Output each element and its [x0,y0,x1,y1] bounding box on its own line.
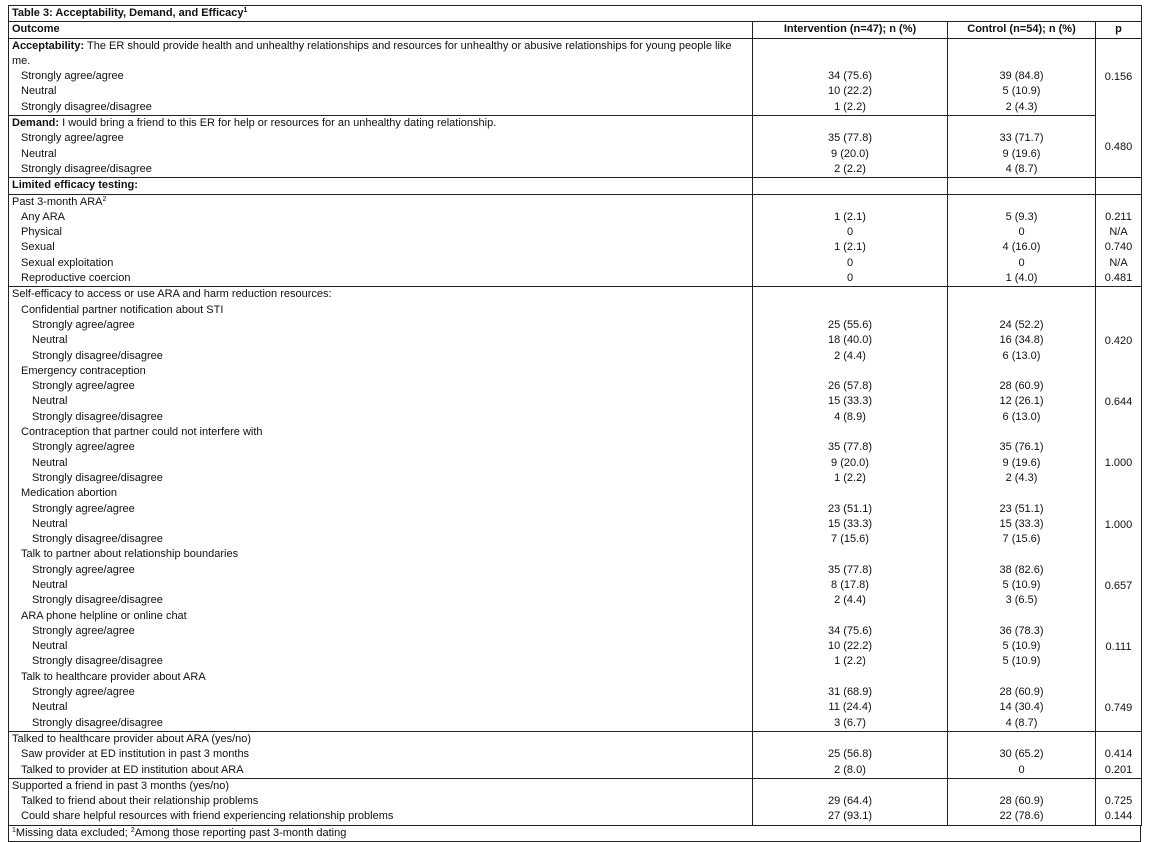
control-value: 16 (34.8) [948,333,1096,348]
p-value: 0.481 [1096,271,1142,287]
table-row [9,225,1142,240]
row-label: Strongly agree/agree [9,131,753,146]
table-row [9,100,1142,116]
acceptability-text: The ER should provide health and unhealthy relationships and resources for unhealthy or abusive relationships for young people like me. [12,39,732,67]
table-row [9,379,1142,394]
row-label: Reproductive coercion [9,271,753,287]
table-row [9,532,1142,547]
row-label: Neutral [9,147,753,162]
intervention-value: 34 (75.6) [753,624,948,639]
acceptability-label: Acceptability: [12,39,85,52]
row-label: Any ARA [9,210,753,225]
intervention-value: 2 (2.2) [753,162,948,178]
p-value: 0.201 [1096,763,1142,779]
p-value: 0.725 [1096,794,1142,809]
row-label: Neutral [9,84,753,99]
table-row [9,162,1142,178]
table-title-row [9,6,1142,22]
intervention-value: 7 (15.6) [753,532,948,547]
table-row [9,84,1142,99]
intervention-value: 0 [753,271,948,287]
table-row [9,410,1142,425]
group-p-value: 0.111 [1096,609,1142,670]
table-row [9,716,1142,732]
row-label: Could share helpful resources with friend experiencing relationship problems [9,809,753,825]
control-value: 5 (10.9) [948,84,1096,99]
table-row [9,639,1142,654]
intervention-value: 26 (57.8) [753,379,948,394]
intervention-value: 1 (2.2) [753,100,948,116]
p-value: 0.144 [1096,809,1142,825]
acceptability-heading-row [9,38,1142,69]
intervention-value: 2 (4.4) [753,349,948,364]
table-row [9,318,1142,333]
group-label: Emergency contraception [9,364,753,379]
control-value: 5 (10.9) [948,639,1096,654]
table-row [9,747,1142,762]
control-value: 7 (15.6) [948,532,1096,547]
intervention-value: 31 (68.9) [753,685,948,700]
header-outcome: Outcome [9,22,753,38]
row-label: Talked to friend about their relationship problems [9,794,753,809]
group-p-value: 0.657 [1096,547,1142,608]
group-heading-row [9,364,1142,379]
group-p-value: 0.420 [1096,303,1142,364]
group-heading-row [9,547,1142,562]
row-label: Neutral [9,394,753,409]
row-label: Sexual exploitation [9,256,753,271]
intervention-value: 15 (33.3) [753,517,948,532]
group-heading-row [9,425,1142,440]
table-row [9,349,1142,364]
control-value: 4 (8.7) [948,716,1096,732]
row-label: Strongly agree/agree [9,69,753,84]
table-row [9,271,1142,287]
intervention-value: 35 (77.8) [753,131,948,146]
group-label: ARA phone helpline or online chat [9,609,753,624]
control-value: 2 (4.3) [948,100,1096,116]
talked-provider-heading-row [9,731,1142,747]
p-value: N/A [1096,225,1142,240]
control-value: 28 (60.9) [948,794,1096,809]
intervention-value: 1 (2.2) [753,471,948,486]
demand-question [9,116,753,132]
past-ara-heading-row [9,194,1142,210]
group-label: Contraception that partner could not interfere with [9,425,753,440]
intervention-value: 25 (55.6) [753,318,948,333]
control-value: 0 [948,256,1096,271]
table-row [9,654,1142,669]
intervention-value: 9 (20.0) [753,147,948,162]
group-label: Talk to partner about relationship boundaries [9,547,753,562]
table-row [9,210,1142,225]
control-value: 6 (13.0) [948,349,1096,364]
talked-provider-label: Talked to healthcare provider about ARA (yes/no) [9,731,753,747]
control-value: 5 (9.3) [948,210,1096,225]
control-value: 5 (10.9) [948,654,1096,669]
control-value: 23 (51.1) [948,502,1096,517]
group-heading-row [9,670,1142,685]
row-label: Neutral [9,639,753,654]
intervention-value: 18 (40.0) [753,333,948,348]
p-value: N/A [1096,256,1142,271]
row-label: Sexual [9,240,753,255]
table-row [9,624,1142,639]
row-label: Strongly agree/agree [9,685,753,700]
row-label: Strongly agree/agree [9,440,753,455]
group-p-value: 1.000 [1096,425,1142,486]
control-value: 0 [948,763,1096,779]
demand-heading-row [9,116,1142,132]
control-value: 0 [948,225,1096,240]
row-label: Strongly disagree/disagree [9,716,753,732]
intervention-value: 35 (77.8) [753,563,948,578]
intervention-value: 9 (20.0) [753,456,948,471]
table-row [9,333,1142,348]
intervention-value: 29 (64.4) [753,794,948,809]
control-value: 30 (65.2) [948,747,1096,762]
group-p-value: 0.749 [1096,670,1142,732]
control-value: 24 (52.2) [948,318,1096,333]
intervention-value: 0 [753,256,948,271]
control-value: 15 (33.3) [948,517,1096,532]
control-value: 36 (78.3) [948,624,1096,639]
intervention-value: 34 (75.6) [753,69,948,84]
table-row [9,685,1142,700]
row-label: Strongly disagree/disagree [9,471,753,486]
table-row [9,440,1142,455]
p-value: 0.414 [1096,747,1142,762]
row-label: Strongly disagree/disagree [9,349,753,364]
row-label: Strongly agree/agree [9,624,753,639]
intervention-value: 2 (4.4) [753,593,948,608]
table-row [9,147,1142,162]
row-label: Saw provider at ED institution in past 3 months [9,747,753,762]
header-control: Control (n=54); n (%) [948,22,1096,38]
row-label: Neutral [9,517,753,532]
group-label: Talk to healthcare provider about ARA [9,670,753,685]
row-label: Strongly agree/agree [9,379,753,394]
footnote: $^1$Missing data excluded; $^2$Among those reporting past 3-month dating [8,826,1141,842]
p-value: 0.740 [1096,240,1142,255]
intervention-value: 1 (2.1) [753,240,948,255]
control-value: 9 (19.6) [948,456,1096,471]
table-row [9,256,1142,271]
limited-efficacy-label: Limited efficacy testing: [9,178,753,194]
row-label: Strongly disagree/disagree [9,593,753,608]
table-row [9,394,1142,409]
acceptability-p: 0.156 [1096,38,1142,115]
group-p-value: 0.644 [1096,364,1142,425]
intervention-value: 23 (51.1) [753,502,948,517]
intervention-value: 15 (33.3) [753,394,948,409]
row-label: Strongly disagree/disagree [9,532,753,547]
table-row [9,502,1142,517]
table-row [9,517,1142,532]
control-value: 28 (60.9) [948,379,1096,394]
row-label: Strongly disagree/disagree [9,100,753,116]
control-value: 5 (10.9) [948,578,1096,593]
demand-p: 0.480 [1096,116,1142,178]
table-row [9,563,1142,578]
control-value: 38 (82.6) [948,563,1096,578]
self-efficacy-heading-row [9,287,1142,303]
past-ara-label: Past 3-month ARA$^2$ [9,194,753,210]
row-label: Neutral [9,578,753,593]
intervention-value: 25 (56.8) [753,747,948,762]
table-row [9,471,1142,486]
row-label: Neutral [9,333,753,348]
group-heading-row [9,303,1142,318]
control-value: 3 (6.5) [948,593,1096,608]
group-heading-row [9,609,1142,624]
supported-friend-heading-row [9,778,1142,794]
header-p: p [1096,22,1142,38]
row-label: Strongly disagree/disagree [9,654,753,669]
table-row [9,456,1142,471]
row-label: Neutral [9,456,753,471]
intervention-value: 1 (2.2) [753,654,948,669]
control-value: 22 (78.6) [948,809,1096,825]
header-intervention: Intervention (n=47); n (%) [753,22,948,38]
demand-label: Demand: [12,117,60,130]
control-value: 33 (71.7) [948,131,1096,146]
acceptability-question [9,38,753,69]
control-value: 2 (4.3) [948,471,1096,486]
intervention-value: 35 (77.8) [753,440,948,455]
intervention-value: 27 (93.1) [753,809,948,825]
intervention-value: 8 (17.8) [753,578,948,593]
limited-efficacy-row [9,178,1142,194]
intervention-value: 4 (8.9) [753,410,948,425]
control-value: 35 (76.1) [948,440,1096,455]
row-label: Strongly agree/agree [9,318,753,333]
control-value: 1 (4.0) [948,271,1096,287]
intervention-value: 10 (22.2) [753,639,948,654]
control-value: 12 (26.1) [948,394,1096,409]
group-heading-row [9,486,1142,501]
row-label: Strongly agree/agree [9,502,753,517]
control-value: 9 (19.6) [948,147,1096,162]
group-label: Medication abortion [9,486,753,501]
self-efficacy-groups [9,303,1142,732]
intervention-value: 10 (22.2) [753,84,948,99]
row-label: Strongly agree/agree [9,563,753,578]
table-row [9,809,1142,825]
control-value: 6 (13.0) [948,410,1096,425]
table-row [9,131,1142,146]
control-value: 39 (84.8) [948,69,1096,84]
control-value: 28 (60.9) [948,685,1096,700]
table-row [9,763,1142,779]
control-value: 4 (8.7) [948,162,1096,178]
table-row [9,69,1142,84]
table-row [9,700,1142,715]
intervention-value: 1 (2.1) [753,210,948,225]
demand-text: I would bring a friend to this ER for help or resources for an unhealthy dating relationship. [62,117,497,130]
header-row [9,22,1142,38]
control-value: 14 (30.4) [948,700,1096,715]
row-label: Physical [9,225,753,240]
supported-friend-label: Supported a friend in past 3 months (yes/no) [9,778,753,794]
table-row [9,240,1142,255]
intervention-value: 0 [753,225,948,240]
group-p-value: 1.000 [1096,486,1142,547]
table-row [9,593,1142,608]
table-row [9,794,1142,809]
group-label: Confidential partner notification about STI [9,303,753,318]
table-body [8,5,1142,826]
intervention-value: 3 (6.7) [753,716,948,732]
results-table [8,5,1141,842]
row-label: Talked to provider at ED institution about ARA [9,763,753,779]
intervention-value: 11 (24.4) [753,700,948,715]
p-value: 0.211 [1096,210,1142,225]
intervention-value: 2 (8.0) [753,763,948,779]
table-title: Table 3: Acceptability, Demand, and Efficacy$^1$ [9,6,1142,22]
row-label: Strongly disagree/disagree [9,410,753,425]
control-value: 4 (16.0) [948,240,1096,255]
table-row [9,578,1142,593]
self-efficacy-label: Self-efficacy to access or use ARA and harm reduction resources: [9,287,753,303]
row-label: Strongly disagree/disagree [9,162,753,178]
row-label: Neutral [9,700,753,715]
